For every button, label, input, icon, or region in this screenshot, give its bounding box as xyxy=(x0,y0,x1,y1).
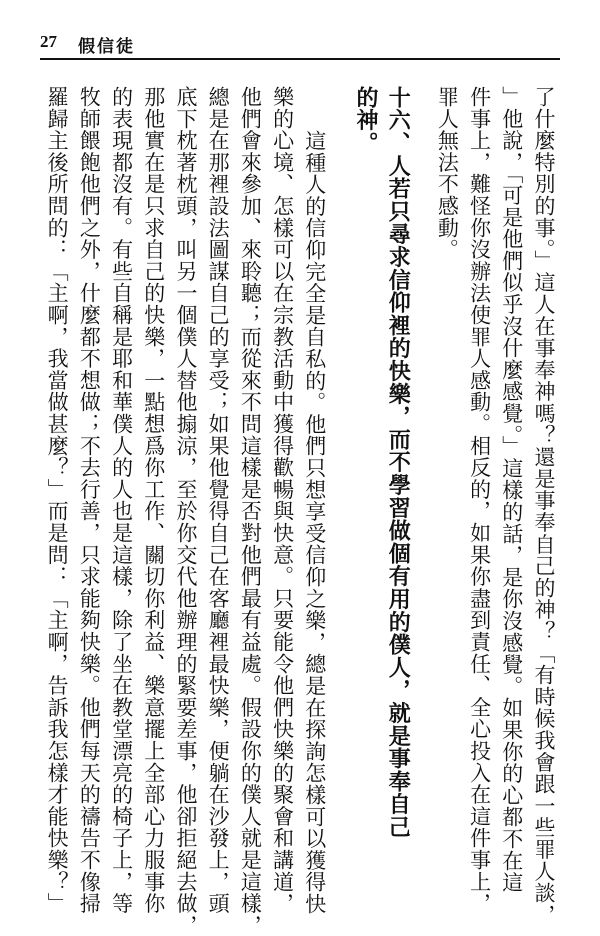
text-column: 件事上，難怪你沒辦法使罪人感動。相反的，如果你盡到責任、全心投入在這件事上， xyxy=(467,86,492,915)
text-column: 那他實在是只求自己的快樂，一點想爲你工作、關切你利益、樂意擺上全部心力服事你 xyxy=(141,86,166,915)
text-column: 的表現都沒有。有些自稱是耶和華僕人的人也是這樣，除了坐在教堂漂亮的椅子上，等 xyxy=(109,86,134,915)
text-column: 樂的心境、怎樣可以在宗教活動中獲得歡暢與快意。只要能令他們快樂的聚會和講道， xyxy=(270,86,295,915)
text-column: 牧師餵飽他們之外，什麼都不想做；不去行善，只求能夠快樂。他們每天的禱告不像掃 xyxy=(77,86,102,915)
running-title: 假信徒 xyxy=(78,37,135,57)
text-column: 這種人的信仰完全是自私的。他們只想享受信仰之樂，總是在探詢怎樣可以獲得快 xyxy=(302,130,327,915)
text-column: 他們會來參加、來聆聽；而從來不問這樣是否對他們最有益處。假設你的僕人就是這樣， xyxy=(238,86,263,936)
text-column: 總是在那裡設法圖謀自己的享受；如果他覺得自己在客廳裡最快樂，便躺在沙發上，頭 xyxy=(206,86,231,915)
section-heading: 的神。 xyxy=(352,86,378,155)
vertical-text-body xyxy=(45,86,560,936)
text-column: 罪人無法不感動。 xyxy=(435,86,460,261)
text-column: 了什麼特別的事。」這人在事奉神嗎？還是事奉自己的神？「有時候我會跟一些罪人談， xyxy=(532,86,556,926)
text-column: 羅歸主後所問的：「主啊，我當做甚麼？」而是問：「主啊，告訴我怎樣才能快樂？」 xyxy=(45,86,70,915)
text-column: 」他說，「可是他們似乎沒什麼感覺。」這樣的話，是你沒感覺。如果你的心都不在這 xyxy=(499,86,524,894)
page-header xyxy=(40,30,560,60)
page-number: 27 xyxy=(40,32,57,51)
text-column: 底下枕著枕頭，叫另一個僕人替他搧涼，至於你交代他辦理的緊要差事，他卻拒絕去做， xyxy=(173,86,198,936)
section-heading: 十六、人若只尋求信仰裡的快樂，而不學習做個有用的僕人，就是事奉自己 xyxy=(385,86,411,839)
